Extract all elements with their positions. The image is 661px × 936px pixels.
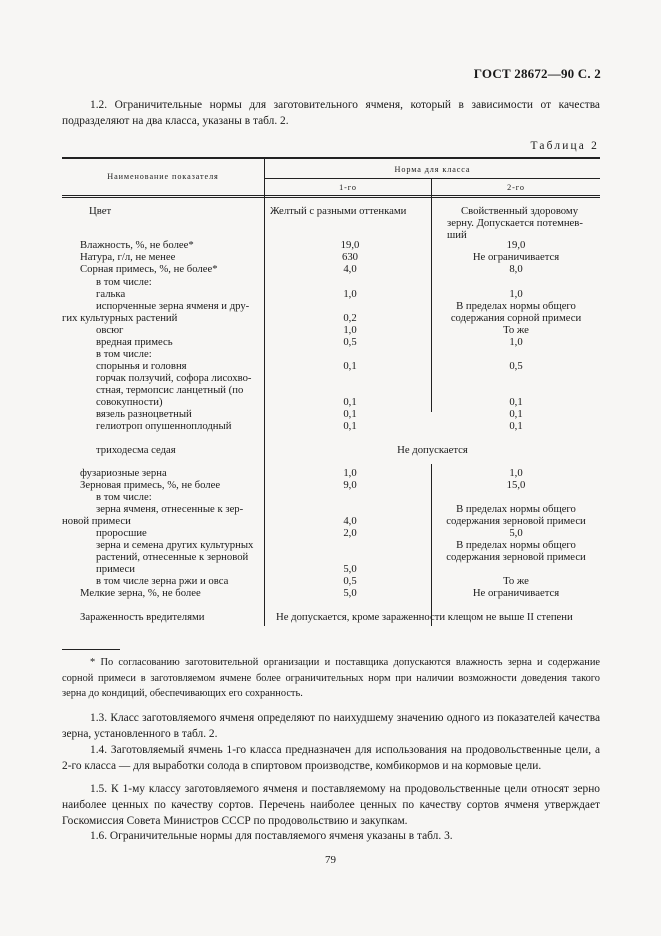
paragraph-1-4: 1.4. Заготовляемый ячмень 1-го класса предназначен для использования на продовольственные цели, а 2-го класса — для выработки солода в спиртовом производстве, комбикормов и на кормовые цели. bbox=[62, 744, 600, 772]
class2-value: ший bbox=[447, 229, 467, 241]
row-label: зерна ячменя, отнесенные к зер- bbox=[96, 503, 244, 515]
row-label: зерна и семена других культурных bbox=[96, 539, 254, 551]
class2-value: Свойственный здоровому bbox=[461, 205, 579, 217]
class2-value: 8,0 bbox=[509, 263, 523, 275]
class2-value: содержания зерновой примеси bbox=[446, 515, 586, 527]
class2-value: В пределах нормы общего bbox=[456, 300, 576, 312]
table-vrule-1 bbox=[264, 159, 265, 626]
row-label: в том числе: bbox=[96, 491, 152, 503]
footnote-rule bbox=[62, 649, 120, 650]
table-header-rule bbox=[62, 195, 600, 196]
table-caption: Таблица 2 bbox=[530, 140, 599, 152]
class1-value: 1,0 bbox=[343, 467, 357, 479]
class1-value: 2,0 bbox=[343, 527, 357, 539]
class1-value: 5,0 bbox=[343, 563, 357, 575]
header-class-2: 2-го bbox=[507, 183, 525, 192]
row-label: галька bbox=[96, 288, 126, 300]
merged-value-infestation: Не допускается, кроме зараженности клещом не выше II степени bbox=[276, 611, 573, 623]
class1-value: 0,1 bbox=[343, 408, 357, 420]
class2-value: 0,5 bbox=[509, 360, 523, 372]
row-label: проросшие bbox=[96, 527, 147, 539]
row-label: Натура, г/л, не менее bbox=[80, 251, 176, 263]
class1-value: 0,1 bbox=[343, 396, 357, 408]
class2-value: 0,1 bbox=[509, 396, 523, 408]
row-label: в том числе: bbox=[96, 348, 152, 360]
row-label: овсюг bbox=[96, 324, 124, 336]
row-label: вредная примесь bbox=[96, 336, 173, 348]
row-label: стная, термопсис ланцетный (по bbox=[96, 384, 244, 396]
row-label: испорченные зерна ячменя и дру- bbox=[96, 300, 250, 312]
class2-value: 15,0 bbox=[506, 479, 526, 491]
row-label: вязель разноцветный bbox=[96, 408, 192, 420]
class2-value: 1,0 bbox=[509, 467, 523, 479]
class2-value: содержания сорной примеси bbox=[450, 312, 582, 324]
class1-value: 9,0 bbox=[343, 479, 357, 491]
class2-value: 1,0 bbox=[509, 336, 523, 348]
class1-value: 630 bbox=[341, 251, 359, 263]
class1-value: 0,1 bbox=[343, 420, 357, 432]
class2-value: 0,1 bbox=[509, 420, 523, 432]
row-label: гих культурных растений bbox=[62, 312, 178, 324]
class2-value: В пределах нормы общего bbox=[456, 503, 576, 515]
class1-value: 0,2 bbox=[343, 312, 357, 324]
row-label: гелиотроп опушенноплодный bbox=[96, 420, 232, 432]
row-label: растений, отнесенные к зерновой bbox=[96, 551, 249, 563]
class2-value: 1,0 bbox=[509, 288, 523, 300]
header-norm: Норма для класса bbox=[394, 165, 471, 174]
merged-value-not-allowed: Не допускается bbox=[397, 444, 468, 456]
row-label: Сорная примесь, %, не более* bbox=[80, 263, 218, 275]
row-label: в том числе зерна ржи и овса bbox=[96, 575, 229, 587]
row-label: Зерновая примесь, %, не более bbox=[80, 479, 221, 491]
row-label: Мелкие зерна, %, не более bbox=[80, 587, 201, 599]
class1-value: 0,5 bbox=[343, 575, 357, 587]
class1-value: 5,0 bbox=[343, 587, 357, 599]
page-header: ГОСТ 28672—90 С. 2 bbox=[473, 66, 601, 81]
row-label: фузариозные зерна bbox=[80, 467, 167, 479]
class2-value: 19,0 bbox=[506, 239, 526, 251]
row-label: триходесма седая bbox=[96, 444, 176, 456]
row-label: Влажность, %, не более* bbox=[80, 239, 194, 251]
class1-value: 4,0 bbox=[343, 515, 357, 527]
class2-value: 0,1 bbox=[509, 408, 523, 420]
header-class-1: 1-го bbox=[339, 183, 357, 192]
class1-value: 4,0 bbox=[343, 263, 357, 275]
class1-value: 1,0 bbox=[343, 324, 357, 336]
paragraph-1-3: 1.3. Класс заготовляемого ячменя определяют по наихудшему значению одного из показателей качества зерна, установленного в табл. 2. bbox=[62, 712, 600, 740]
class1-value: 1,0 bbox=[343, 288, 357, 300]
header-indicator: Наименование показателя bbox=[107, 172, 219, 181]
class2-value: 5,0 bbox=[509, 527, 523, 539]
class2-value: То же bbox=[503, 324, 529, 336]
row-label: горчак ползучий, софора лисохво- bbox=[96, 372, 252, 384]
paragraph-1-2: 1.2. Ограничительные нормы для заготовительного ячменя, который в зависимости от качества подразделяют на два класса, указаны в табл. 2. bbox=[62, 99, 600, 127]
table-top-rule bbox=[62, 157, 600, 159]
class2-value: То же bbox=[503, 575, 529, 587]
footnote: * По согласованию заготовительной организации и поставщика допускаются влажность зерна и содержание сорной примеси в заготовляемом ячмене более ограничительных норм при наличии возможности доведения такого зерна до кондиций, обеспечивающих его сохранность. bbox=[62, 657, 600, 699]
class2-value: Не ограничивается bbox=[472, 251, 560, 263]
class1-value: 0,5 bbox=[343, 336, 357, 348]
page-number: 79 bbox=[325, 854, 336, 866]
row-label: спорынья и головня bbox=[96, 360, 187, 372]
row-label: новой примеси bbox=[62, 515, 131, 527]
class2-value: зерну. Допускается потемнев- bbox=[447, 217, 583, 229]
table-header-rule-2 bbox=[62, 197, 600, 198]
paragraph-1-5: 1.5. К 1-му классу заготовляемого ячменя и поставляемому на продовольственные цели относят зерно наиболее ценных по качеству сортов. Перечень наиболее ценных по качеству сортов ячменя утверждает Госкомиссия Совета Министров СССР по продовольствию и закупкам. bbox=[62, 783, 600, 827]
row-label: Зараженность вредителями bbox=[80, 611, 205, 623]
row-label: совокупности) bbox=[96, 396, 163, 408]
table-subheader-rule bbox=[264, 178, 600, 179]
class2-value: содержания зерновой примеси bbox=[446, 551, 586, 563]
row-label: примеси bbox=[96, 563, 136, 575]
class2-value: Не ограничивается bbox=[472, 587, 560, 599]
class2-value: В пределах нормы общего bbox=[456, 539, 576, 551]
row-label: в том числе: bbox=[96, 276, 152, 288]
paragraph-1-6: 1.6. Ограничительные нормы для поставляемого ячменя указаны в табл. 3. bbox=[90, 830, 453, 842]
class1-value: 0,1 bbox=[343, 360, 357, 372]
row-label: Цвет bbox=[89, 205, 112, 217]
class1-value: 19,0 bbox=[340, 239, 360, 251]
class1-value: Желтый с разными оттенками bbox=[270, 205, 407, 217]
